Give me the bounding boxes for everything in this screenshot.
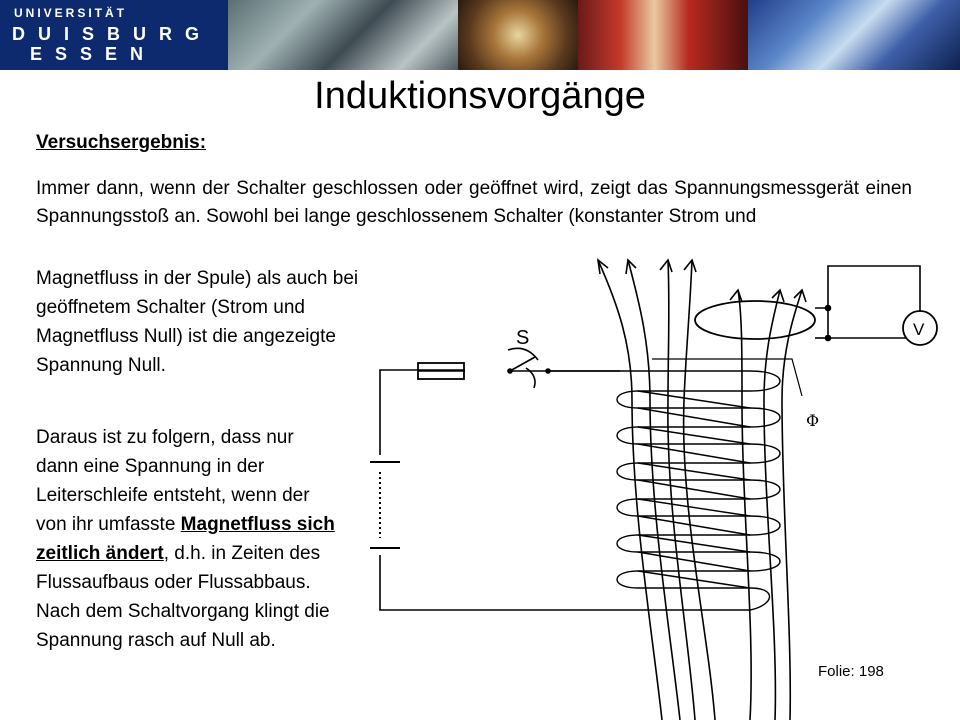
coil-winding [548,371,780,610]
header-photo-4 [748,0,960,70]
header-photo-1 [228,0,458,70]
paragraph-continuation: Magnetfluss in der Spule) als auch bei geöffnetem Schalter (Strom und Magnetfluss Null) ist die angezeigte Spannung Null. [36,268,359,376]
slide-number: Folie: 198 [818,663,884,680]
battery-symbol [370,455,400,555]
paragraph-conclusion [36,423,336,655]
logo-line-duisburg: DUISBURG [12,24,213,44]
conclusion-emphasis: Magnetfluss sich zeitlich ändert [36,514,335,564]
conclusion-text-end: , d.h. in Zeiten des Flussaufbaus oder Flussabbaus. Nach dem Schaltvorgang klingt die Spannung rasch auf Null ab. [36,543,330,651]
section-heading: Versuchsergebnis: [36,132,207,153]
voltmeter-label: V [913,320,925,339]
header-banner [0,0,960,70]
flux-label: Φ [806,411,820,430]
primary-circuit-wires [380,370,620,610]
secondary-loop [695,301,815,339]
slide-title: Induktionsvorgänge [314,75,646,117]
logo-line-essen: ESSEN [30,44,157,64]
switch-symbol [508,348,550,388]
induction-circuit-diagram [370,250,960,720]
logo-line-universitaet: UNIVERSITÄT [14,6,128,20]
university-logo [0,0,228,70]
paragraph-intro: Immer dann, wenn der Schalter geschlossen oder geöffnet wird, zeigt das Spannungsmessgerät einen Spannungsstoß an. Sowohl bei lange geschlossenem Schalter (konstanter Strom und [36,178,912,227]
header-photo-2 [458,0,578,70]
conclusion-text-start: Daraus ist zu folgern, dass nur dann eine Spannung in der Leiterschleife entsteht, wenn der von ihr umfasste [36,427,310,535]
header-photo-3 [578,0,748,70]
switch-label: S [516,327,530,349]
